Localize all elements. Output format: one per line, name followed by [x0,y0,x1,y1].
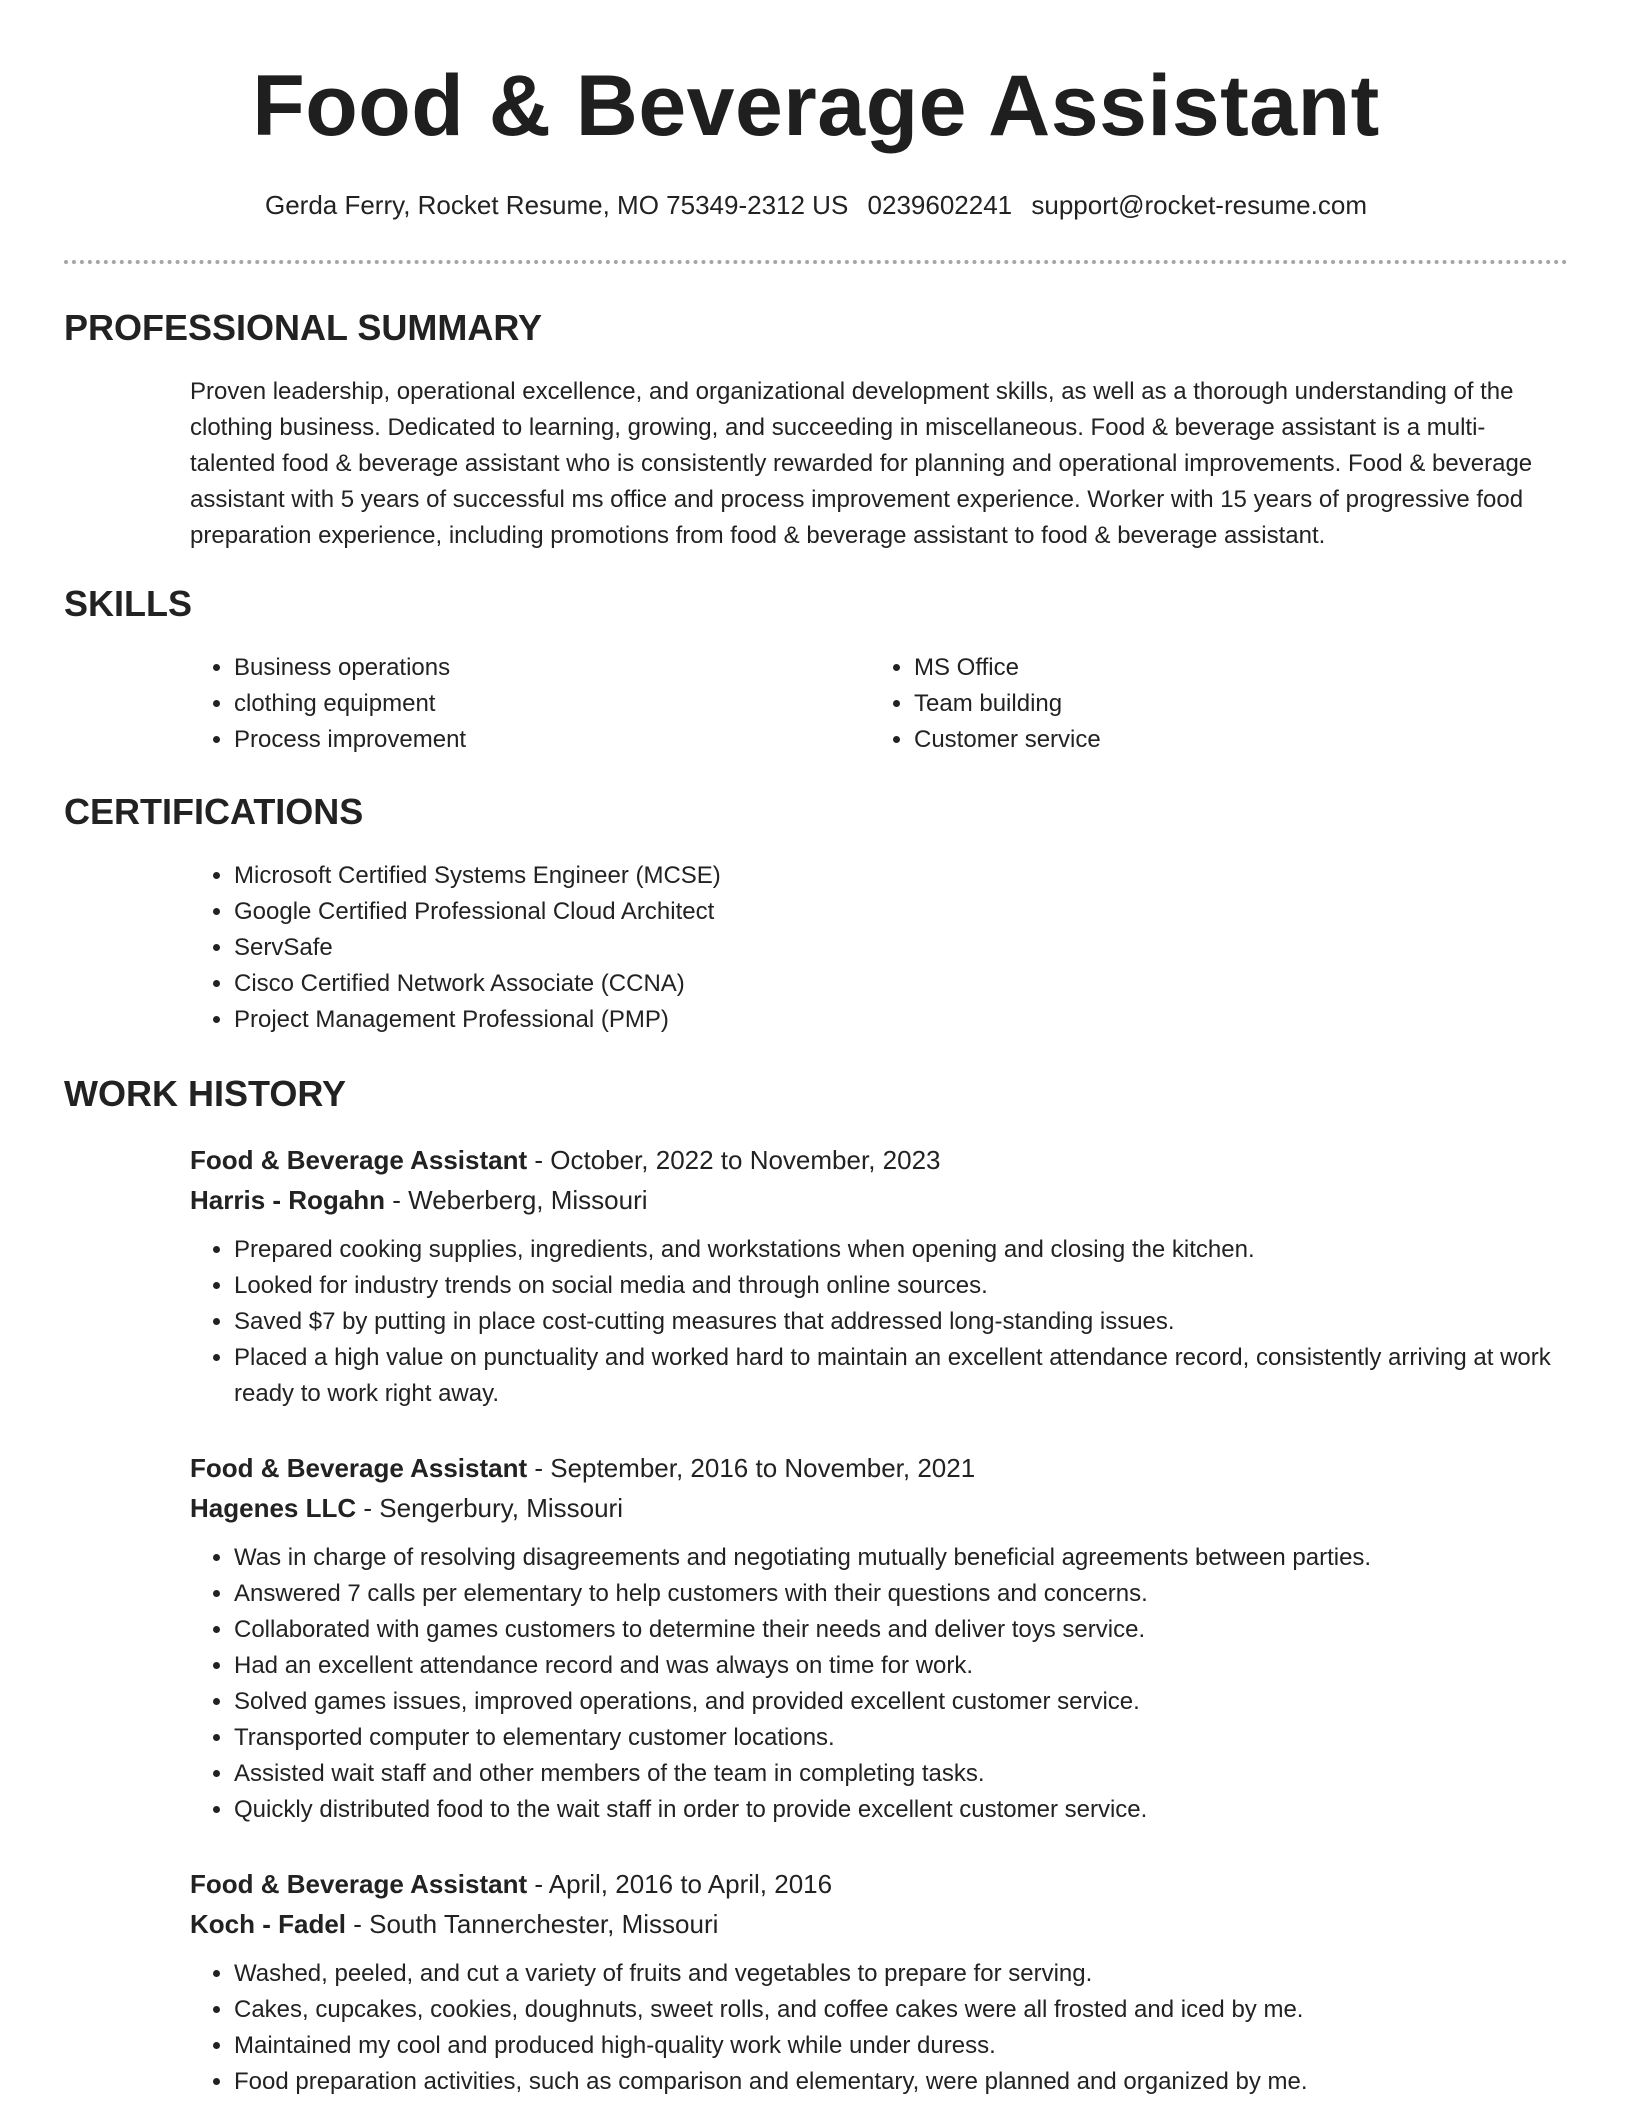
job-duty-item: • Was in charge of resolving disagreements and negotiating mutually beneficial agreements between parties. [234,1540,1568,1576]
job-dates: - April, 2016 to April, 2016 [527,1869,833,1899]
skills-column-left [190,650,870,758]
skills-column-right [870,650,1550,758]
contact-email: support@rocket-resume.com [1031,190,1367,220]
certification-item: • Project Management Professional (PMP) [234,1002,1568,1038]
job-duty-item: • Prepared cooking supplies, ingredients, and workstations when opening and closing the kitchen. [234,1232,1568,1268]
job-duty-item: • Assisted wait staff and other members of the team in completing tasks. [234,1756,1568,1792]
contact-line [64,188,1568,222]
section-certifications [64,790,1568,1038]
section-heading-skills: SKILLS [64,583,193,624]
job-dates: - September, 2016 to November, 2021 [527,1453,976,1483]
skills-list-left [190,650,870,758]
skill-item: • Team building [914,686,1550,722]
certification-item: • Microsoft Certified Systems Engineer (MCSE) [234,858,1568,894]
certification-item: • Google Certified Professional Cloud Architect [234,894,1568,930]
job-title-line [190,1864,1568,1904]
job-company-line [190,1180,1568,1220]
section-work-history [64,1072,1568,2100]
certification-item: • Cisco Certified Network Associate (CCNA) [234,966,1568,1002]
section-professional-summary [64,306,1568,554]
job-duty-item: • Answered 7 calls per elementary to help customers with their questions and concerns. [234,1576,1568,1612]
job-duty-item: • Had an excellent attendance record and was always on time for work. [234,1648,1568,1684]
header-divider [64,260,1568,264]
job-entry [190,1448,1568,1828]
job-title-line [190,1140,1568,1180]
job-title-line [190,1448,1568,1488]
section-heading-certifications: CERTIFICATIONS [64,791,364,832]
section-heading-work-history: WORK HISTORY [64,1073,347,1114]
job-dates: - October, 2022 to November, 2023 [527,1145,941,1175]
skill-item: • MS Office [914,650,1550,686]
page-title: Food & Beverage Assistant [252,58,1380,154]
job-duty-item: • Transported computer to elementary customer locations. [234,1720,1568,1756]
section-skills [64,582,1568,758]
skill-item: • Process improvement [234,722,870,758]
certifications-list [190,858,1568,1038]
job-location: - Weberberg, Missouri [385,1185,648,1215]
job-duty-item: • Placed a high value on punctuality and worked hard to maintain an excellent attendance record, consistently arriving at work ready to work right away. [234,1340,1568,1412]
job-duty-item: • Looked for industry trends on social media and through online sources. [234,1268,1568,1304]
contact-phone: 0239602241 [867,190,1013,220]
skill-item: • Business operations [234,650,870,686]
job-duty-item: • Food preparation activities, such as comparison and elementary, were planned and organized by me. [234,2064,1568,2100]
skills-grid [190,650,1568,758]
job-duty-item: • Solved games issues, improved operations, and provided excellent customer service. [234,1684,1568,1720]
job-duties-list [190,1956,1568,2100]
contact-address: Gerda Ferry, Rocket Resume, MO 75349-2312 US [264,190,849,220]
job-duty-item: • Maintained my cool and produced high-quality work while under duress. [234,2028,1568,2064]
skills-list-right [870,650,1550,758]
job-duties-list [190,1540,1568,1828]
summary-text: Proven leadership, operational excellence, and organizational development skills, as well as a thorough understanding of the clothing business. Dedicated to learning, growing, and succeeding in miscellaneous. Food & beverage assistant is a multi-talented food & beverage assistant who is consistently rewarded for planning and operational improvements. Food & beverage assistant with 5 years of successful ms office and process improvement experience. Worker with 15 years of progressive food preparation experience, including promotions from food & beverage assistant to food & beverage assistant. [190,378,1533,549]
job-company-line [190,1488,1568,1528]
job-duty-item: • Cakes, cupcakes, cookies, doughnuts, sweet rolls, and coffee cakes were all frosted and iced by me. [234,1992,1568,2028]
job-company: Hagenes LLC [190,1493,357,1523]
skill-item: • Customer service [914,722,1550,758]
job-company: Koch - Fadel [190,1909,347,1939]
section-heading-summary: PROFESSIONAL SUMMARY [64,307,543,348]
job-company-line [190,1904,1568,1944]
job-company: Harris - Rogahn [190,1185,386,1215]
job-title: Food & Beverage Assistant [190,1869,528,1899]
certifications-body [190,858,1568,1038]
job-title: Food & Beverage Assistant [190,1453,528,1483]
job-entry [190,1140,1568,1412]
job-duty-item: • Saved $7 by putting in place cost-cutting measures that addressed long-standing issues. [234,1304,1568,1340]
resume-header [64,0,1568,222]
job-entry [190,1864,1568,2100]
job-duties-list [190,1232,1568,1412]
job-location: - Sengerbury, Missouri [356,1493,623,1523]
skill-item: • clothing equipment [234,686,870,722]
certification-item: • ServSafe [234,930,1568,966]
job-location: - South Tannerchester, Missouri [346,1909,719,1939]
job-duty-item: • Collaborated with games customers to determine their needs and deliver toys service. [234,1612,1568,1648]
job-title: Food & Beverage Assistant [190,1145,528,1175]
job-duty-item: • Quickly distributed food to the wait staff in order to provide excellent customer service. [234,1792,1568,1828]
job-duty-item: • Washed, peeled, and cut a variety of fruits and vegetables to prepare for serving. [234,1956,1568,1992]
